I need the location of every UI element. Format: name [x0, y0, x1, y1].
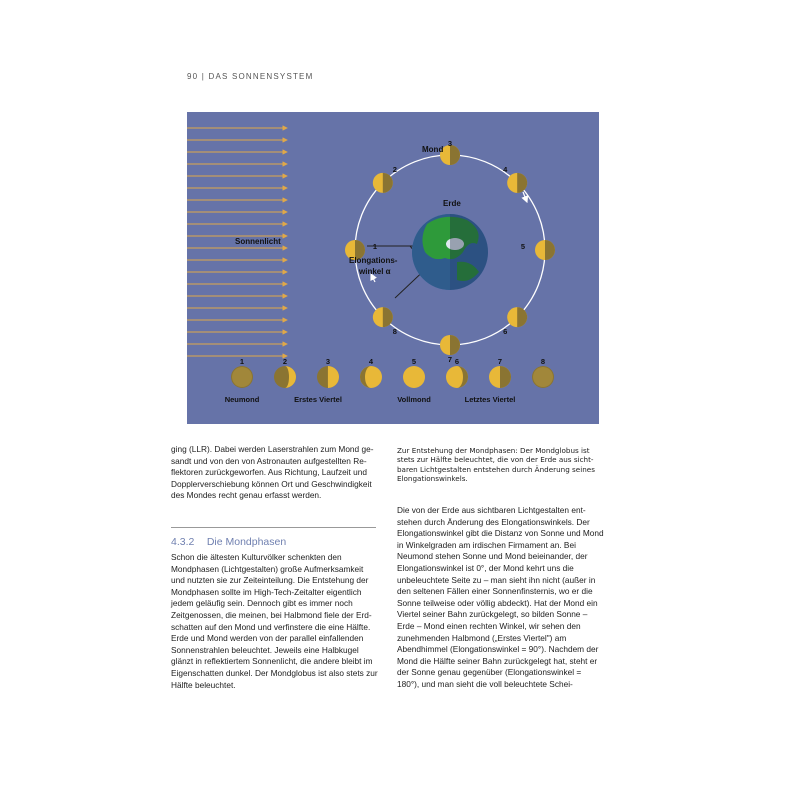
moon-shadow	[517, 173, 527, 193]
moon-phases-diagram	[187, 112, 599, 424]
header-separator: |	[201, 72, 206, 81]
moon-disc	[403, 366, 425, 388]
phase-label: Erstes Viertel	[294, 395, 342, 404]
moon-tint	[232, 367, 252, 387]
section-title: Die Mondphasen	[206, 536, 287, 548]
orbit-number: 6	[503, 327, 508, 337]
orbit-number: 3	[447, 139, 453, 148]
phase-moon	[532, 366, 554, 388]
phase-moon	[403, 366, 425, 388]
paragraph-mondphasen: Schon die ältesten Kulturvölker schenkten den Mondphasen (Lichtgestalten) große Aufmerksamkeit und nutzten sie zur Zeiteinteilung. Die Entstehung der Mondphasen sollte im High-Tech-Zeitalter eigentlich jedem geläufig sein. Dennoch gibt es immer noch Zeitgenossen, die meinen, bei Halbmond fiele der Erdschatten auf den Mond und verfinstere die eine Hälfte. Erde und Mond werden von der parallel einfallenden Sonnenstrahlen beleuchtet. Jeweils eine Halbkugel glänzt in reflektiertem Sonnenlicht, die andere bleibt im Eigenschatten dunkel. Der Mondglobus ist also stets zur Hälfte beleuchtet.	[171, 552, 378, 690]
phase-number: 6	[454, 357, 460, 366]
orbit-number: 2	[392, 164, 397, 174]
orbit-moon	[507, 173, 527, 193]
phase-moon	[274, 366, 296, 388]
left-column-top	[171, 444, 381, 502]
phase-label: Letztes Viertel	[464, 395, 516, 404]
moon-shadow	[450, 335, 460, 355]
section-heading	[171, 527, 376, 550]
moon-lit	[328, 366, 339, 388]
earth-label: Erde	[443, 199, 461, 208]
phase-number: 8	[540, 357, 546, 366]
sunlight-label: Sonnenlicht	[235, 237, 281, 246]
phase-label: Neumond	[224, 395, 260, 404]
moon-tint	[533, 367, 553, 387]
phase-number: 7	[497, 357, 503, 366]
figure-caption-block	[397, 446, 604, 484]
phase-number: 2	[282, 357, 288, 366]
right-column-body	[397, 505, 604, 691]
phase-moons	[225, 357, 554, 404]
orbit-number: 8	[392, 327, 397, 337]
moon-shadow	[450, 145, 460, 165]
section-number: 4.3.2	[171, 536, 195, 548]
elongation-label-line1: Elongations-	[349, 256, 398, 265]
left-column-body	[171, 552, 379, 691]
phase-moon	[231, 366, 253, 388]
phase-moon	[360, 366, 382, 388]
orbit-number: 7	[447, 355, 453, 364]
orbit-number: 4	[503, 164, 508, 174]
figure-caption: Zur Entstehung der Mondphasen: Der Mondglobus ist stets zur Hälfte beleuchtet, die von der Erde aus sichtbaren Lichtgestalten entstehen durch Änderung seines Elongationswinkels.	[397, 446, 595, 484]
page-number: 90	[187, 72, 199, 81]
phase-number: 3	[325, 357, 331, 366]
orbit-number: 5	[520, 242, 526, 251]
chapter-title: DAS SONNENSYSTEM	[208, 72, 314, 81]
moon-label: Mond	[422, 145, 444, 154]
paragraph-elongation: Die von der Erde aus sichtbaren Lichtgestalten entstehen durch Änderung des Elongationswinkels. Der Elongationswinkel gibt die Distanz von Sonne und Mond in Winkelgraden am irdischen Firmament an. Bei Neumond stehen Sonne und Mond beieinander, der Elongationswinkel ist 0°, der Mond kehrt uns die unbeleuchtete Seite zu – man sieht ihn nicht (außer in den seltenen Fällen einer Sonnenfinsternis, wo er die Sonne teilweise oder völlig abdeckt). Hat der Mond ein Viertel seiner Bahn zurückgelegt, so bilden Sonne – Erde – Mond einen rechten Winkel, wir sehen den zunehmenden Halbmond („Erstes Viertel") am Abendhimmel (Elongationswinkel = 90°). Nachdem der Mond die Hälfte seiner Bahn zurückgelegt hat, steht er der Sonne genau gegenüber (Elongationswinkel = 180°), und man sieht die voll beleuchtete Schei-	[397, 505, 604, 689]
phase-number: 1	[239, 357, 245, 366]
orbit-moon	[440, 335, 460, 355]
phase-number: 5	[411, 357, 417, 366]
running-header	[187, 72, 313, 81]
phase-label: Vollmond	[397, 395, 431, 404]
moon-shadow	[500, 366, 511, 388]
phase-moon	[489, 366, 511, 388]
moon-shadow	[517, 307, 527, 327]
orbit-moon	[373, 307, 393, 327]
elongation-label-line2: winkel α	[359, 267, 391, 276]
phase-moon	[317, 366, 339, 388]
orbit-moon	[373, 173, 393, 193]
orbit-moon	[507, 307, 527, 327]
phase-number: 4	[368, 357, 374, 366]
phase-moon	[446, 366, 468, 388]
paragraph-llr: ging (LLR). Dabei werden Laserstrahlen zum Mond gesandt und von den von Astronauten aufgestellten Reflektoren zurückgeworfen. Aus Richtung, Laufzeit und Dopplerverschiebung können Ort und Geschwindigkeit des Mondes recht genau erfasst werden.	[171, 444, 374, 501]
orbit-number: 1	[372, 242, 378, 251]
orbit-moon	[535, 240, 555, 260]
moon-shadow	[545, 240, 555, 260]
moon-phases-figure	[187, 112, 599, 424]
earth	[412, 214, 488, 290]
